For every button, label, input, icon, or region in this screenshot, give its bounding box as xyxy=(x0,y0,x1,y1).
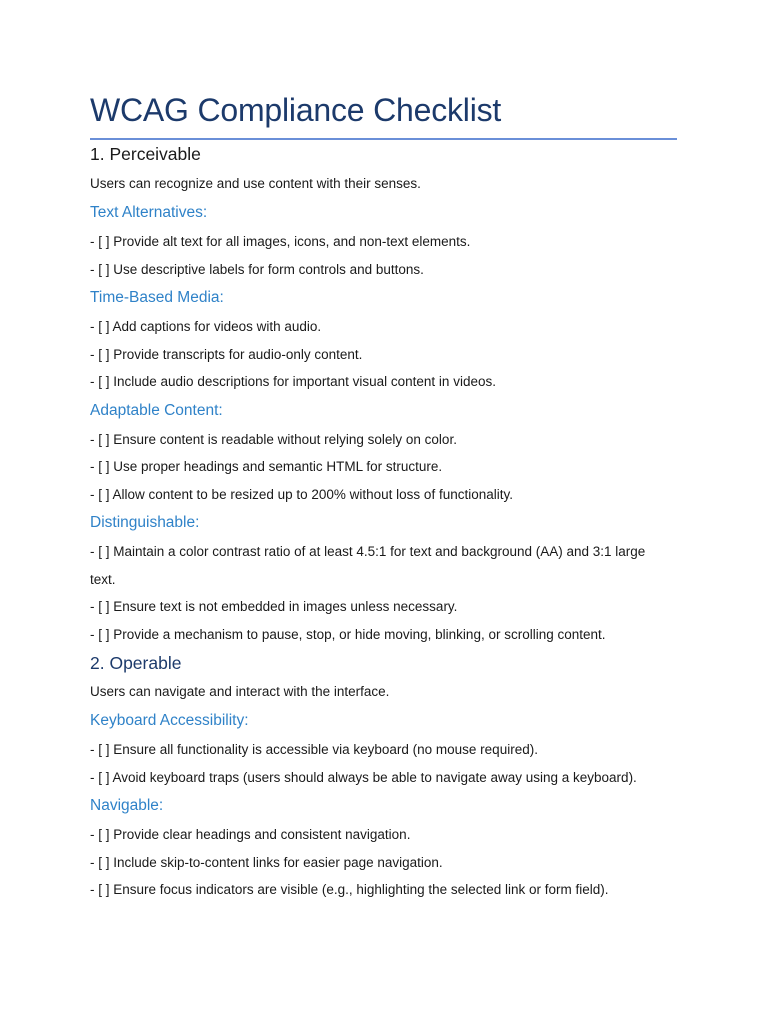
checklist-item: - [ ] Allow content to be resized up to 200% without loss of functionality. xyxy=(90,486,513,502)
section-intro-perceivable: Users can recognize and use content with their senses. xyxy=(90,176,421,191)
subheading-text-alternatives: Text Alternatives: xyxy=(90,204,208,221)
checklist-item: - [ ] Provide transcripts for audio-only content. xyxy=(90,346,363,362)
subheading-distinguishable: Distinguishable: xyxy=(90,514,200,531)
section-intro-operable: Users can navigate and interact with the interface. xyxy=(90,684,390,699)
subheading-adaptable-content: Adaptable Content: xyxy=(90,401,223,419)
subheading-keyboard-accessibility: Keyboard Accessibility: xyxy=(90,712,249,729)
checklist-item: - [ ] Maintain a color contrast ratio of at least 4.5:1 for text and background (AA) and 3:1 large text. xyxy=(90,544,646,587)
checklist-item: - [ ] Provide clear headings and consistent navigation. xyxy=(90,827,411,842)
subheading-time-based-media: Time-Based Media: xyxy=(90,289,224,306)
checklist-item: - [ ] Provide alt text for all images, icons, and non-text elements. xyxy=(90,234,471,249)
checklist-item: - [ ] Ensure all functionality is accessible via keyboard (no mouse required). xyxy=(90,742,538,757)
subheading-navigable: Navigable: xyxy=(90,797,164,814)
checklist-item: - [ ] Use proper headings and semantic HTML for structure. xyxy=(90,459,443,474)
checklist-item: - [ ] Provide a mechanism to pause, stop, or hide moving, blinking, or scrolling content. xyxy=(90,626,606,642)
title-divider xyxy=(90,138,677,140)
checklist-item: - [ ] Include audio descriptions for important visual content in videos. xyxy=(90,374,496,389)
checklist-item: - [ ] Avoid keyboard traps (users should always be able to navigate away using a keyboard). xyxy=(90,769,637,785)
section-heading-perceivable: 1. Perceivable xyxy=(90,144,201,164)
checklist-item: - [ ] Ensure content is readable without relying solely on color. xyxy=(90,431,457,447)
checklist-item: - [ ] Use descriptive labels for form controls and buttons. xyxy=(90,261,424,277)
page-title: WCAG Compliance Checklist xyxy=(90,92,502,128)
checklist-item: - [ ] Ensure text is not embedded in images unless necessary. xyxy=(90,599,458,614)
section-heading-operable: 2. Operable xyxy=(90,653,182,673)
checklist-content xyxy=(90,142,680,904)
checklist-item: - [ ] Ensure focus indicators are visible (e.g., highlighting the selected link or form field). xyxy=(90,882,609,897)
checklist-item: - [ ] Add captions for videos with audio. xyxy=(90,319,322,334)
checklist-item: - [ ] Include skip-to-content links for easier page navigation. xyxy=(90,854,443,870)
